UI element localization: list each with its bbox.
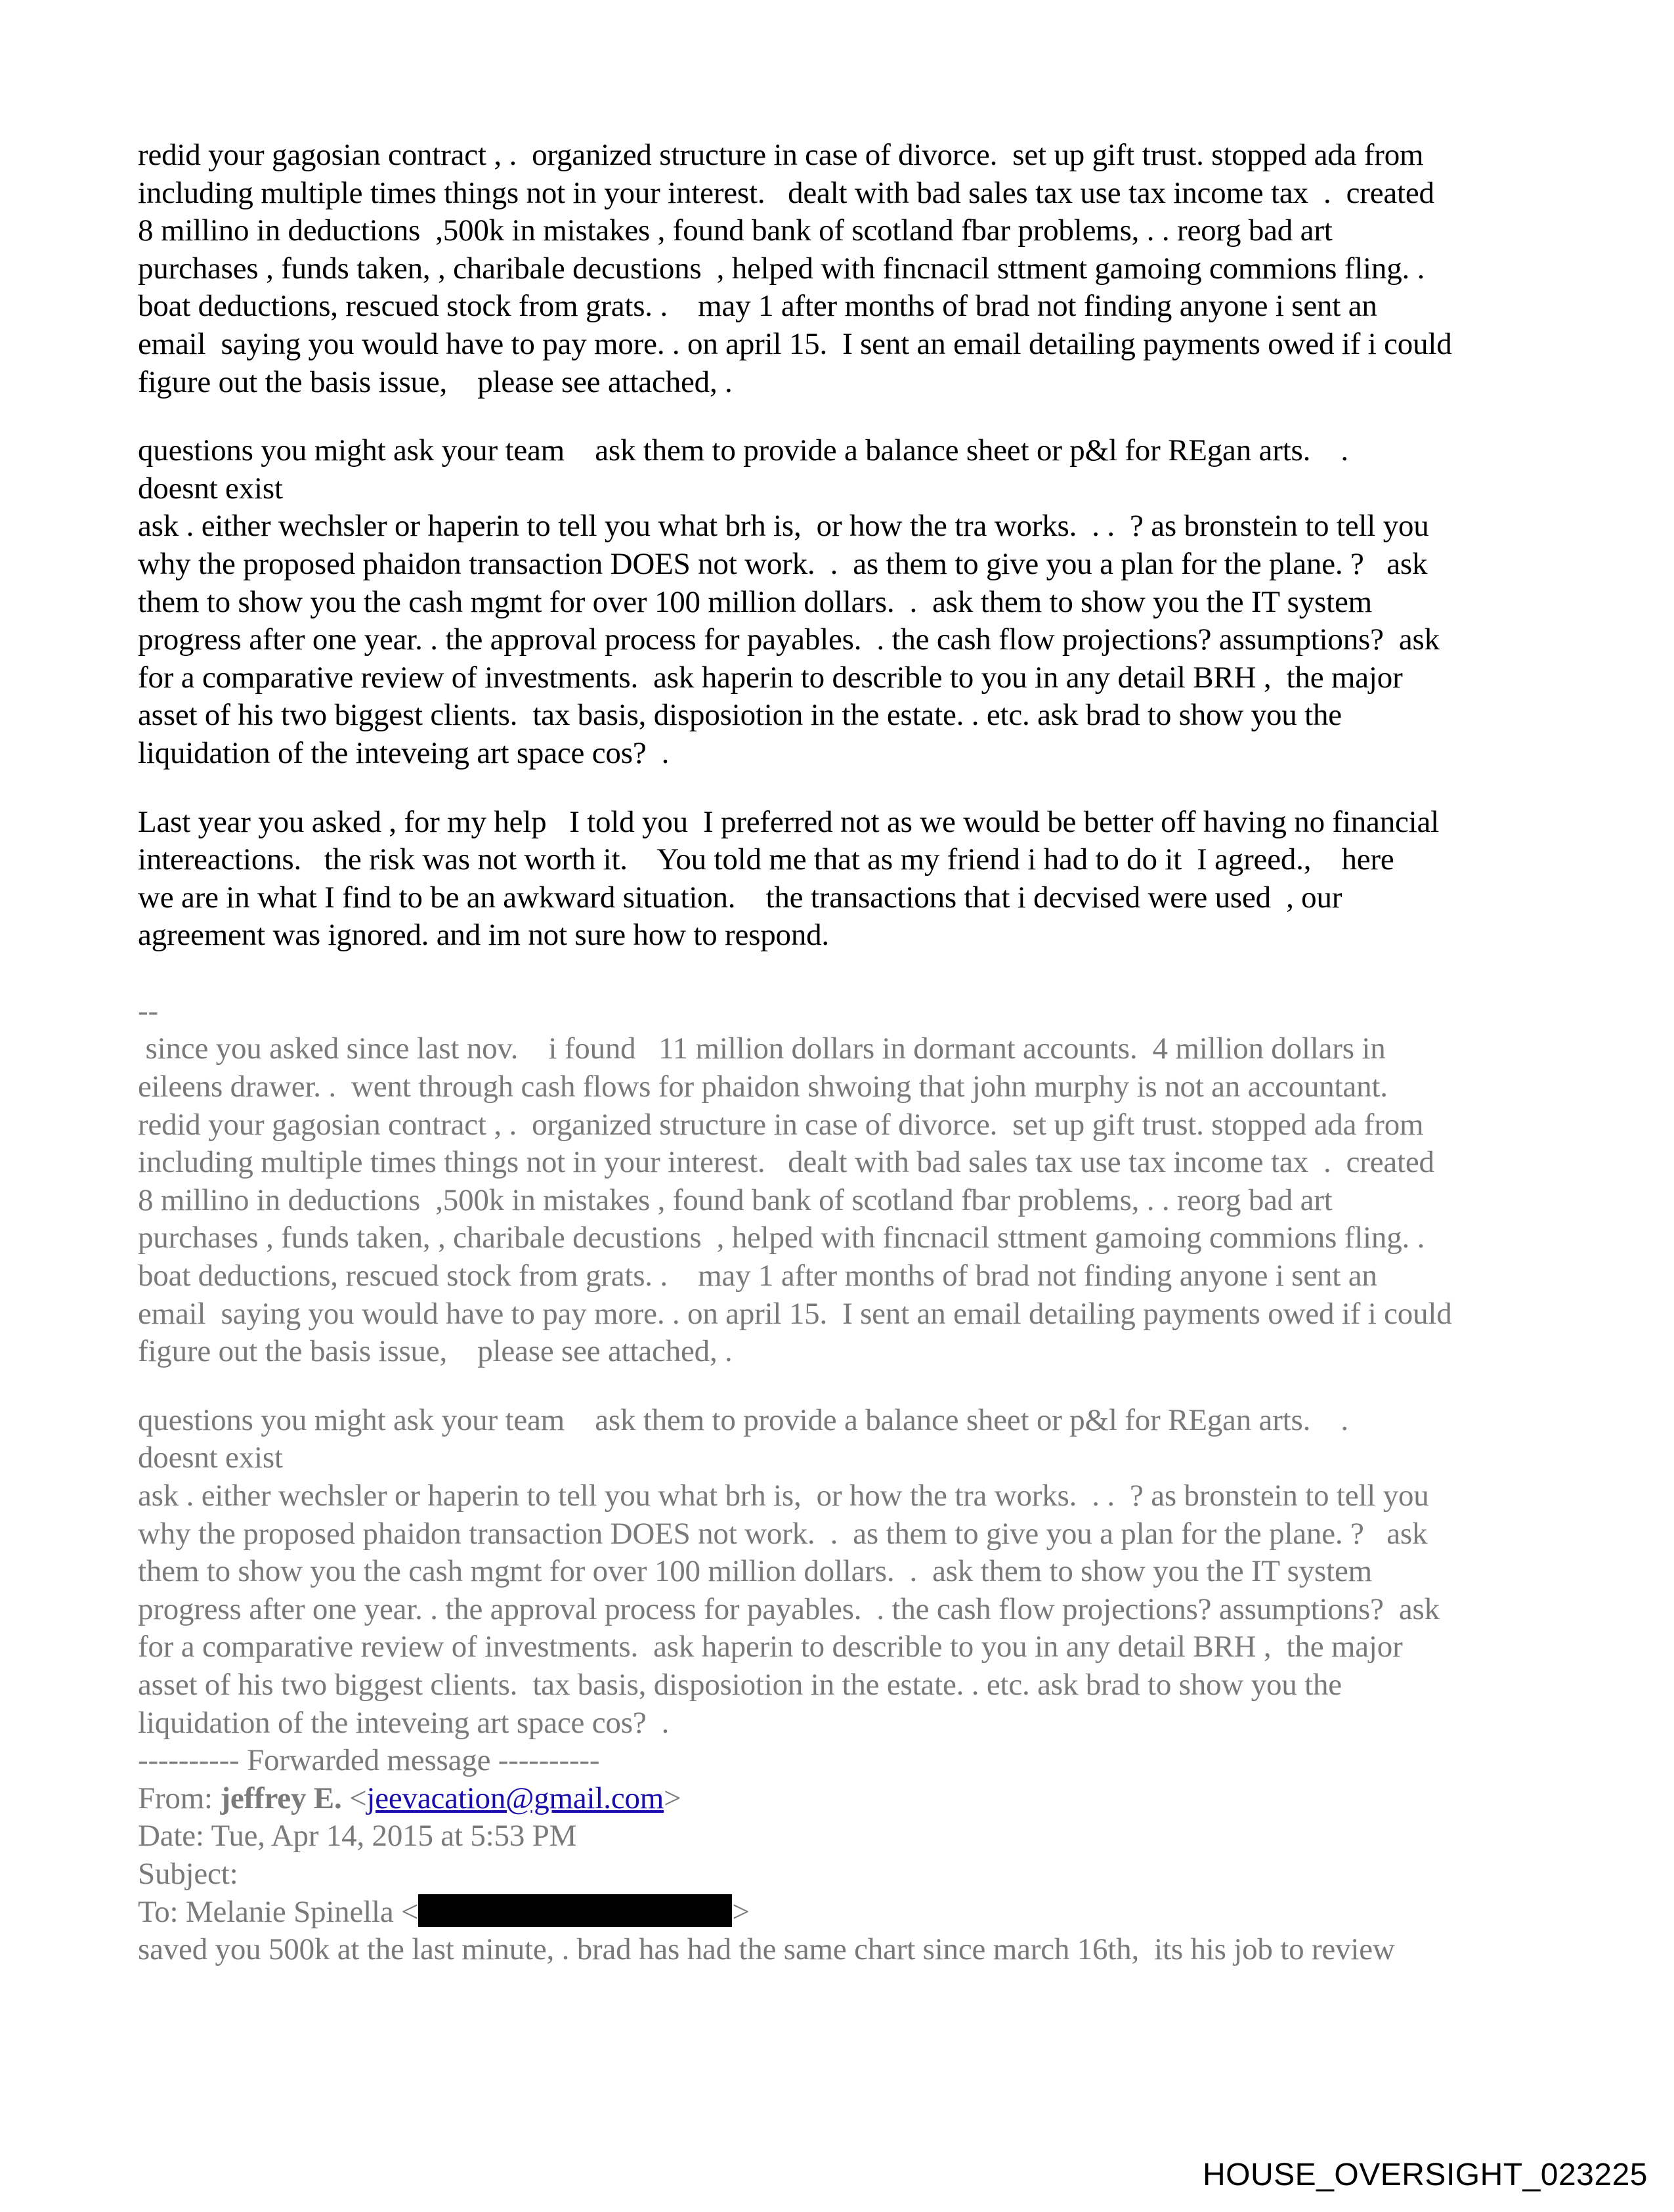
text-line: progress after one year. . the approval process for payables. . the cash flow projections? assumptions? ask — [138, 622, 1440, 657]
text-line: since you asked since last nov. i found 11 million dollars in dormant accounts. 4 million dollars in — [138, 1031, 1386, 1066]
from-email-link[interactable]: jeevacation@gmail.com — [366, 1781, 664, 1815]
text-line: email saying you would have to pay more. . on april 15. I sent an email detailing payments owed if i could — [138, 1296, 1452, 1331]
from-line — [138, 1780, 1556, 1818]
text-line: purchases , funds taken, , charibale decustions , helped with fincnacil sttment gamoing commions fling. . — [138, 1221, 1425, 1255]
text-line: ask . either wechsler or haperin to tell you what brh is, or how the tra works. . . ? as bronstein to tell you — [138, 1479, 1429, 1513]
text-line: questions you might ask your team ask them to provide a balance sheet or p&l for REgan arts. . — [138, 433, 1348, 468]
text-line: them to show you the cash mgmt for over 100 million dollars. . ask them to show you the IT system — [138, 1554, 1373, 1589]
text-line: them to show you the cash mgmt for over 100 million dollars. . ask them to show you the IT system — [138, 584, 1373, 619]
text-line: for a comparative review of investments. ask haperin to describle to you in any detail BRH , the major — [138, 660, 1403, 695]
text-line: liquidation of the inteveing art space cos? . — [138, 1705, 670, 1740]
text-line: asset of his two biggest clients. tax basis, disposiotion in the estate. . etc. ask brad to show you the — [138, 698, 1342, 733]
reply-paragraph-2 — [138, 432, 1556, 772]
text-line: why the proposed phaidon transaction DOES not work. . as them to give you a plan for the plane. ? ask — [138, 1516, 1428, 1551]
bates-number: HOUSE_OVERSIGHT_023225 — [1203, 2158, 1648, 2192]
text-line: 8 millino in deductions ,500k in mistakes , found bank of scotland fbar problems, . . reorg bad art — [138, 1182, 1333, 1217]
text-line: doesnt exist — [138, 1441, 283, 1475]
text-line: ask . either wechsler or haperin to tell you what brh is, or how the tra works. . . ? as bronstein to tell you — [138, 509, 1429, 544]
text-line: for a comparative review of investments. ask haperin to describle to you in any detail BRH , the major — [138, 1630, 1403, 1664]
text-line: we are in what I find to be an awkward situation. the transactions that i decvised were used , our — [138, 880, 1342, 915]
forwarded-message-header: ---------- Forwarded message ---------- — [138, 1743, 600, 1778]
text-line: redid your gagosian contract , . organized structure in case of divorce. set up gift trust. stopped ada from — [138, 1107, 1424, 1142]
from-name: jeffrey E. — [220, 1781, 342, 1815]
text-line: email saying you would have to pay more. . on april 15. I sent an email detailing payments owed if i could — [138, 326, 1452, 361]
text-line: progress after one year. . the approval process for payables. . the cash flow projections? assumptions? ask — [138, 1592, 1440, 1626]
text-line: questions you might ask your team ask them to provide a balance sheet or p&l for REgan arts. . — [138, 1402, 1348, 1437]
text-line: including multiple times things not in your interest. dealt with bad sales tax use tax income tax . created — [138, 1145, 1434, 1180]
text-line: figure out the basis issue, please see attached, . — [138, 1334, 733, 1369]
text-line: intereactions. the risk was not worth it. You told me that as my friend i had to do it I agreed., here — [138, 842, 1394, 877]
from-bracket-open: < — [341, 1781, 367, 1815]
email-page — [138, 137, 1556, 1969]
quoted-text — [138, 993, 1556, 1969]
text-line: doesnt exist — [138, 471, 283, 506]
text-line: boat deductions, rescued stock from grats. . may 1 after months of brad not finding anyone i sent an — [138, 1259, 1377, 1293]
text-line: redid your gagosian contract , . organized structure in case of divorce. set up gift trust. stopped ada from — [138, 138, 1424, 172]
paragraph-spacer — [138, 1371, 1556, 1402]
text-line: saved you 500k at the last minute, . brad has had the same chart since march 16th, its his job to review — [138, 1932, 1395, 1967]
redaction-box — [418, 1894, 732, 1927]
reply-paragraph-1 — [138, 137, 1556, 401]
from-bracket-close: > — [664, 1781, 681, 1815]
to-line — [138, 1894, 1556, 1932]
text-line: liquidation of the inteveing art space cos? . — [138, 735, 670, 770]
signature-separator: -- — [138, 993, 158, 1028]
text-line: Last year you asked , for my help I told you I preferred not as we would be better off having no financial — [138, 804, 1440, 839]
text-line: eileens drawer. . went through cash flows for phaidon shwoing that john murphy is not an accountant. — [138, 1070, 1388, 1104]
text-line: asset of his two biggest clients. tax basis, disposiotion in the estate. . etc. ask brad to show you the — [138, 1667, 1342, 1702]
subject-line: Subject: — [138, 1856, 238, 1891]
text-line: why the proposed phaidon transaction DOES not work. . as them to give you a plan for the plane. ? ask — [138, 546, 1428, 581]
from-label: From: — [138, 1781, 221, 1815]
paragraph-spacer — [138, 955, 1556, 993]
text-line: 8 millino in deductions ,500k in mistakes , found bank of scotland fbar problems, . . reorg bad art — [138, 213, 1333, 248]
to-bracket-close: > — [732, 1894, 750, 1929]
to-label: To: Melanie Spinella < — [138, 1894, 419, 1929]
paragraph-spacer — [138, 401, 1556, 432]
paragraph-spacer — [138, 773, 1556, 804]
reply-paragraph-3 — [138, 804, 1556, 955]
text-line: agreement was ignored. and im not sure how to respond. — [138, 918, 829, 953]
text-line: boat deductions, rescued stock from grats. . may 1 after months of brad not finding anyone i sent an — [138, 289, 1377, 324]
text-line: figure out the basis issue, please see attached, . — [138, 364, 733, 399]
text-line: purchases , funds taken, , charibale decustions , helped with fincnacil sttment gamoing commions fling. . — [138, 251, 1425, 286]
text-line: including multiple times things not in your interest. dealt with bad sales tax use tax income tax . created — [138, 175, 1434, 210]
date-line: Date: Tue, Apr 14, 2015 at 5:53 PM — [138, 1819, 577, 1854]
